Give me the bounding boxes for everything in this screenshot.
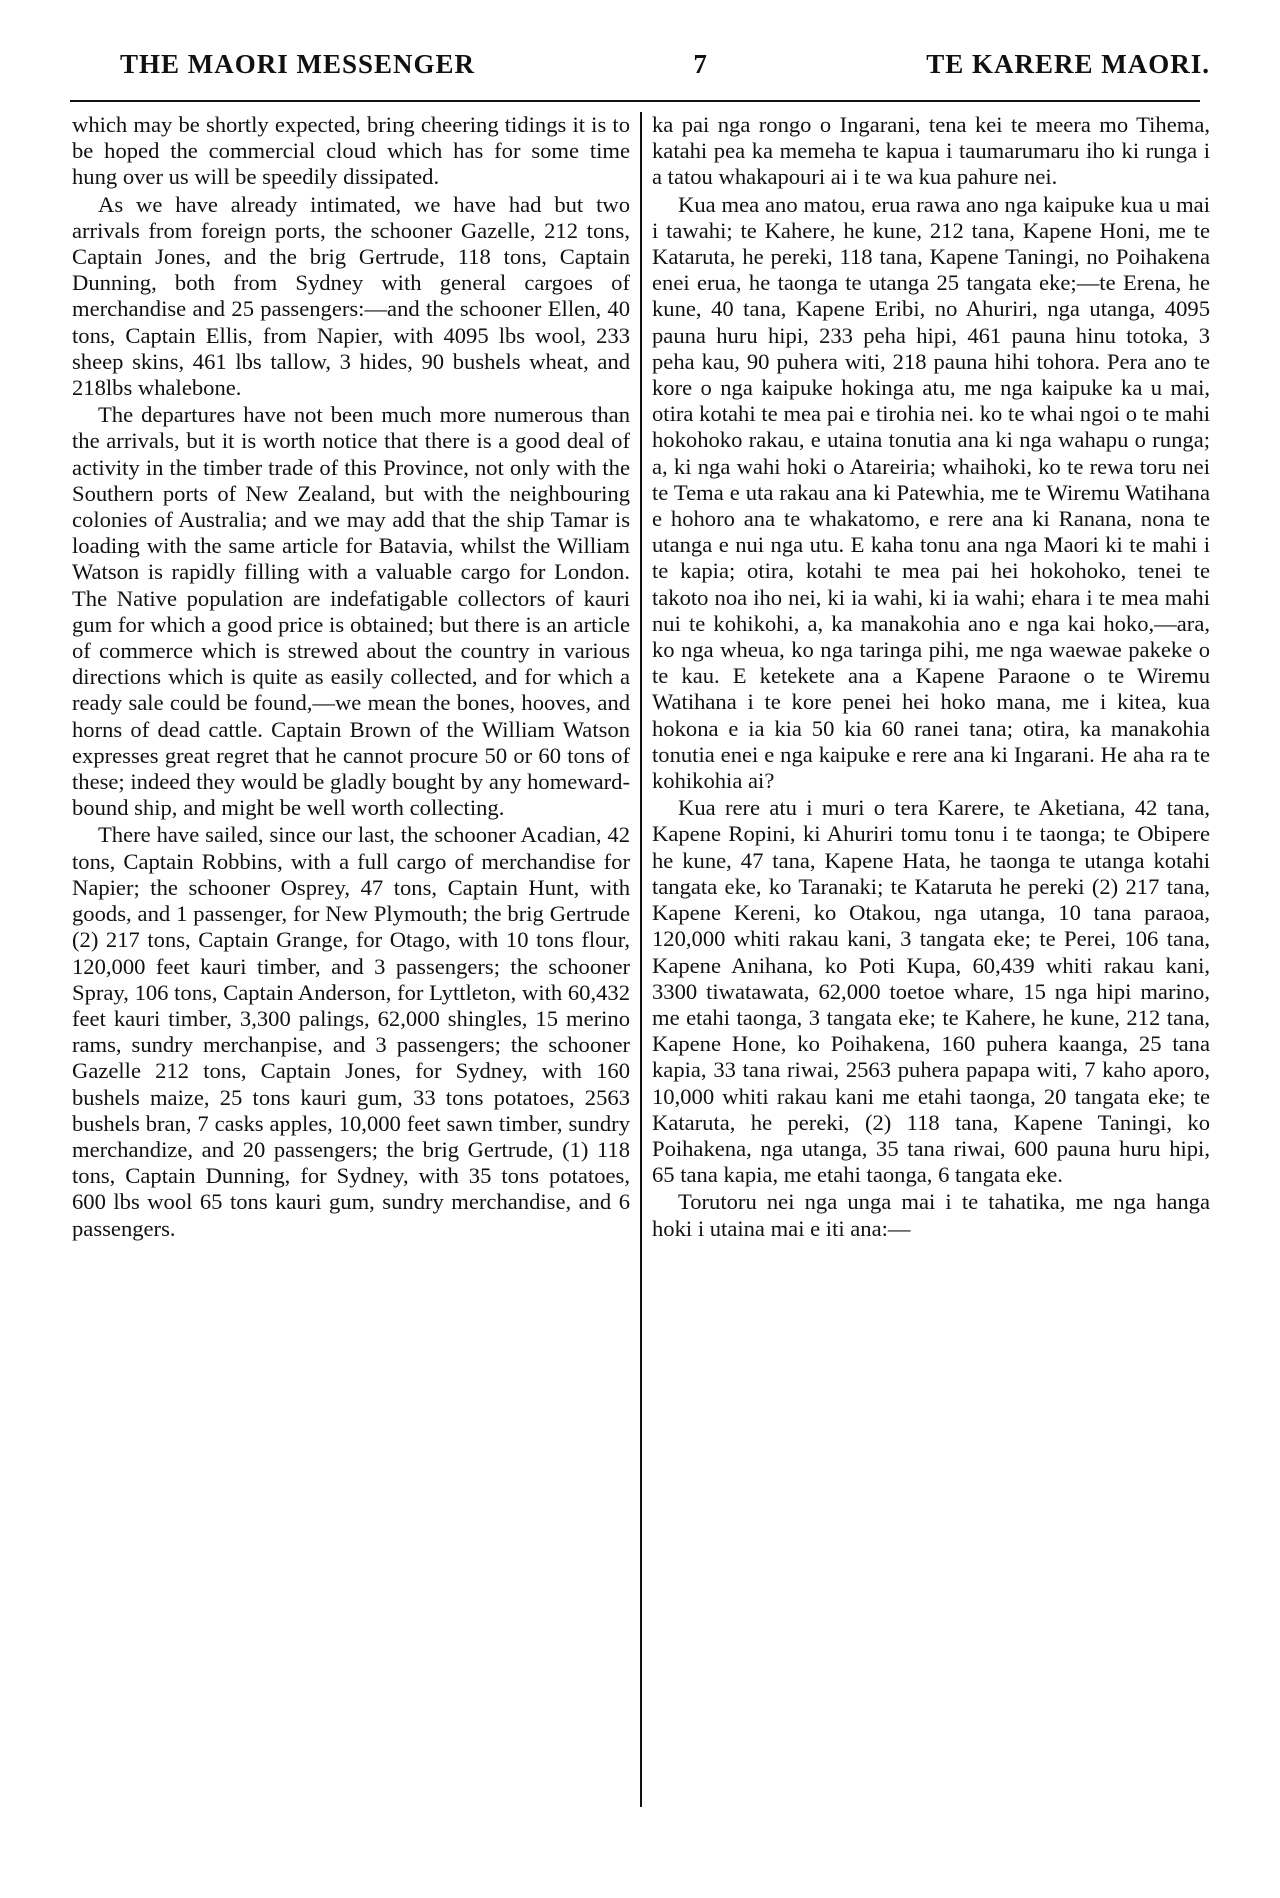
english-paragraph: which may be shortly expected, bring cheering tidings it is to be hoped the commercial cloud which has for some time hung over us will be speedily dissipated.: [72, 112, 630, 190]
header-title-maori: TE KARERE MAORI.: [926, 48, 1210, 79]
maori-paragraph: Kua rere atu i muri o tera Karere, te Aketiana, 42 tana, Kapene Ropini, ki Ahuriri tomu tonu i te taonga; te Obipere he kune, 47 tana, Kapene Hata, he taonga te utanga kotahi tangata eke, ko Taranaki; te Kataruta he pereki (2) 217 tana, Kapene Kereni, ko Otakou, nga utanga, 10 tana paraoa, 120,000 whiti rakau kani, 3 tangata eke; te Perei, 106 tana, Kapene Anihana, ko Poti Kupa, 60,439 whiti rakau kani, 3300 tiwatawata, 62,000 toetoe whare, 15 nga hipi marino, me etahi taonga, 3 tangata eke; te Kahere, he kune, 212 tana, Kapene Hone, ko Poihakena, 160 puhera kaanga, 25 tana kapia, 33 tana riwai, 2563 puhera papapa witi, 7 kaho aporo, 10,000 whiti rakau kani me etahi taonga, 20 tangata eke; te Kataruta, he pereki, (2) 118 tana, Kapene Taningi, ko Poihakena, nga utanga, 35 tana riwai, 600 pauna huru hipi, 65 tana kapia, me etahi taonga, 6 tangata eke.: [652, 795, 1210, 1188]
english-paragraph: There have sailed, since our last, the schooner Acadian, 42 tons, Captain Robbins, with a full cargo of merchandise for Napier; the schooner Osprey, 47 tons, Captain Hunt, with goods, and 1 passenger, for New Plymouth; the brig Gertrude (2) 217 tons, Captain Grange, for Otago, with 10 tons flour, 120,000 feet kauri timber, and 3 passengers; the schooner Spray, 106 tons, Captain Anderson, for Lyttleton, with 60,432 feet kauri timber, 3,300 palings, 62,000 shingles, 15 merino rams, sundry merchanpise, and 3 passengers; the schooner Gazelle 212 tons, Captain Jones, for Sydney, with 160 bushels maize, 25 tons kauri gum, 33 tons potatoes, 2563 bushels bran, 7 casks apples, 10,000 feet sawn timber, sundry merchandize, and 20 passengers; the brig Gertrude, (1) 118 tons, Captain Dunning, for Sydney, with 35 tons potatoes, 600 lbs wool 65 tons kauri gum, sundry merchandise, and 6 passengers.: [72, 822, 630, 1241]
maori-paragraph: Torutoru nei nga unga mai i te tahatika, me nga hanga hoki i utaina mai e iti ana:—: [652, 1189, 1210, 1241]
header-title-english: THE MAORI MESSENGER: [120, 48, 476, 79]
maori-paragraph: ka pai nga rongo o Ingarani, tena kei te meera mo Tihema, katahi pea ka memeha te kapua i taumarumaru iho ki runga i a tatou whakapouri ai i te wa kua pahure nei.: [652, 112, 1210, 190]
english-column: [72, 112, 630, 1812]
maori-paragraph: Kua mea ano matou, erua rawa ano nga kaipuke kua u mai i tawahi; te Kahere, he kune, 212 tana, Kapene Honi, me te Kataruta, he pereki, 118 tana, Kapene Taningi, no Poihakena enei erua, he taonga te utanga 25 tangata eke;—te Erena, he kune, 40 tana, Kapene Eribi, no Ahuriri, nga utanga, 4095 pauna huru hipi, 233 peha hipi, 461 pauna hinu totoka, 3 peha kau, 90 puhera witi, 218 pauna hihi tohora. Pera ano te kore o nga kaipuke hokinga atu, me nga kaipuke ka u mai, otira kotahi te mea pai e tirohia nei. ko te whai ngoi o te mahi hokohoko rakau, e utaina tonutia ana ki nga wahapu o runga; a, ki nga wahi hoki o Atareiria; whaihoki, ko te rewa toru nei te Tema e uta rakau ana ki Patewhia, me te Wiremu Watihana e hohoro ana te whakatomo, e rere ana ki Ranana, nona te utanga e nui nga utu. E kaha tonu ana nga Maori ki te mahi i te kapia; otira, kotahi te mea pai hei hokohoko, tenei te takoto noa iho nei, ki ia wahi, ki ia wahi; ehara i te mea mahi nui te kohikohi, a, ka manakohia ano e nga kai hoko,—ara, ko nga wheua, ko nga taringa pihi, me nga waewae pakeke o te kau. E ketekete ana a Kapene Paraone o te Wiremu Watihana i te kore penei hei hoko mana, me i kitea, kua hokona e ia kia 50 kia 60 ranei tana; otira, ka manakohia tonutia enei e nga kaipuke e rere ana ki Ingarani. He aha ra te kohikohia ai?: [652, 191, 1210, 794]
maori-column: [652, 112, 1210, 1812]
page-number: 7: [693, 48, 708, 79]
column-divider: [640, 112, 642, 1807]
english-paragraph: As we have already intimated, we have had but two arrivals from foreign ports, the schooner Gazelle, 212 tons, Captain Jones, and the brig Gertrude, 118 tons, Captain Dunning, both from Sydney with general cargoes of merchandise and 25 passengers:—and the schooner Ellen, 40 tons, Captain Ellis, from Napier, with 4095 lbs wool, 233 sheep skins, 461 lbs tallow, 3 hides, 90 bushels wheat, and 218lbs whalebone.: [72, 191, 630, 401]
header-rule: [70, 100, 1200, 102]
page-header: [120, 44, 1210, 84]
english-paragraph: The departures have not been much more numerous than the arrivals, but it is worth notice that there is a good deal of activity in the timber trade of this Province, not only with the Southern ports of New Zealand, but with the neighbouring colonies of Australia; and we may add that the ship Tamar is loading with the same article for Batavia, whilst the William Watson is rapidly filling with a valuable cargo for London. The Native population are indefatigable collectors of kauri gum for which a good price is obtained; but there is an article of commerce which is strewed about the country in various directions which is quite as easily collected, and for which a ready sale could be found,—we mean the bones, hooves, and horns of dead cattle. Captain Brown of the William Watson expresses great regret that he cannot procure 50 or 60 tons of these; indeed they would be gladly bought by any homeward-bound ship, and might be well worth collecting.: [72, 402, 630, 821]
